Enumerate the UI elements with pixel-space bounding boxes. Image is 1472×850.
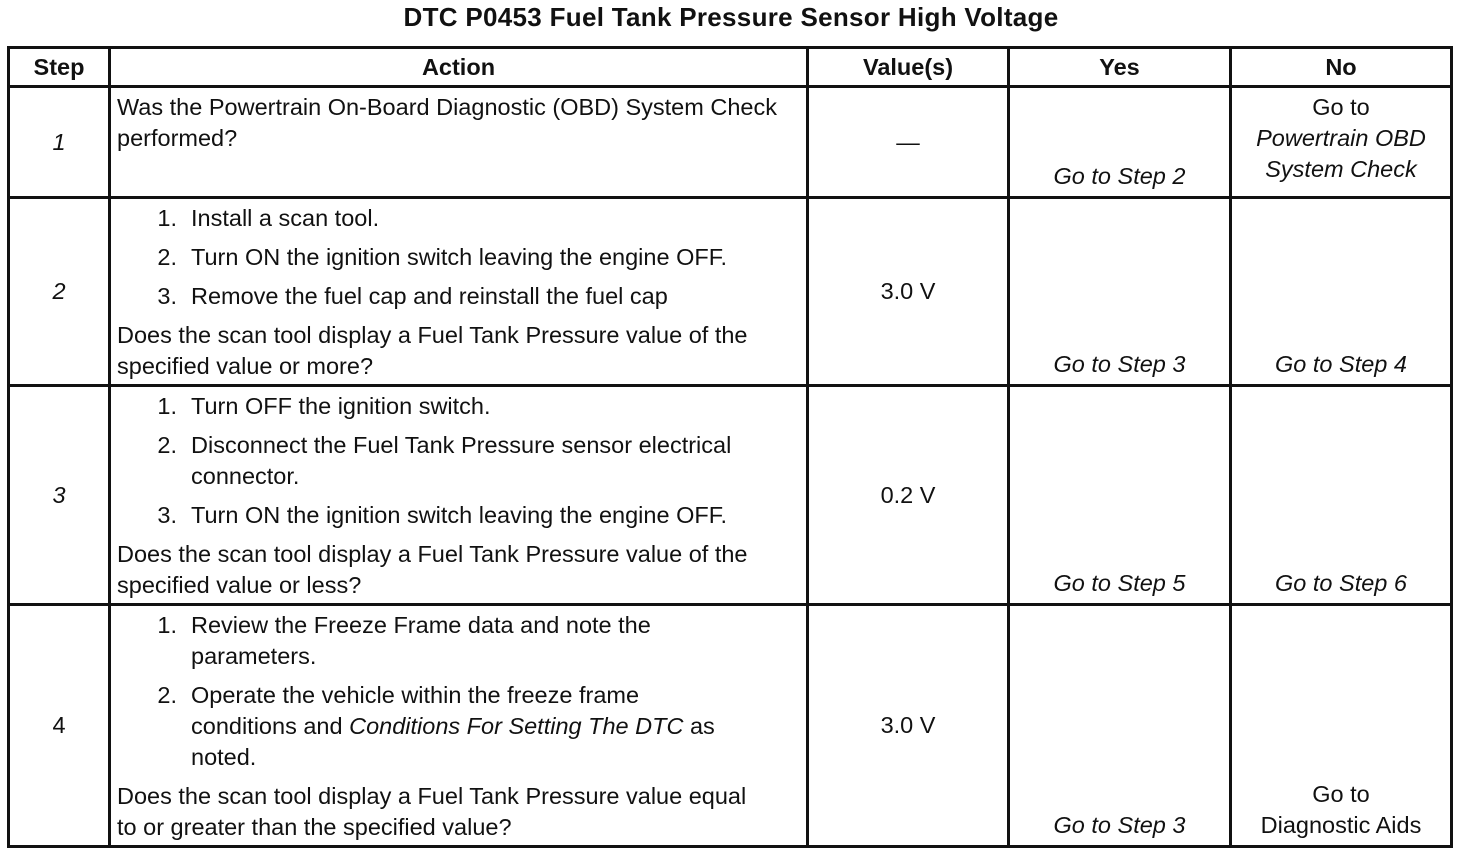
no-link-line2: Diagnostic Aids xyxy=(1260,812,1422,838)
action-question: Was the Powertrain On-Board Diagnostic (OBD) System Check performed? xyxy=(117,94,777,151)
diagnostic-table xyxy=(7,46,1453,848)
table-row xyxy=(9,386,1452,605)
value-cell: 3.0 V xyxy=(808,198,1009,386)
action-cell xyxy=(110,87,808,198)
yes-cell xyxy=(1009,605,1231,847)
action-step: 2. Operate the vehicle within the freeze frame conditions and Conditions For Setting The DTC as noted. xyxy=(157,682,715,770)
header-action: Action xyxy=(110,48,808,87)
yes-link[interactable]: Go to Step 5 xyxy=(1053,570,1186,596)
step-number: 3 xyxy=(9,386,110,605)
step-number: 1 xyxy=(9,87,110,198)
action-question: Does the scan tool display a Fuel Tank Pressure value of the specified value or more? xyxy=(117,322,748,379)
yes-link[interactable]: Go to Step 3 xyxy=(1053,351,1186,377)
yes-link[interactable]: Go to Step 3 xyxy=(1053,812,1186,838)
no-link-line2: Powertrain OBD System Check xyxy=(1256,125,1426,182)
header-row xyxy=(9,48,1452,87)
action-step: 1. Turn OFF the ignition switch. xyxy=(157,393,491,419)
action-step: 1. Install a scan tool. xyxy=(157,205,380,231)
action-cell xyxy=(110,605,808,847)
action-question: Does the scan tool display a Fuel Tank Pressure value of the specified value or less? xyxy=(117,541,748,598)
header-values: Value(s) xyxy=(808,48,1009,87)
action-step: 2. Turn ON the ignition switch leaving the engine OFF. xyxy=(157,244,727,270)
table-row xyxy=(9,87,1452,198)
action-steps xyxy=(117,391,782,531)
header-no: No xyxy=(1231,48,1452,87)
action-steps xyxy=(117,610,782,773)
action-question: Does the scan tool display a Fuel Tank Pressure value equal to or greater than the specified value? xyxy=(117,783,747,840)
action-step: 3. Turn ON the ignition switch leaving the engine OFF. xyxy=(157,502,727,528)
header-step: Step xyxy=(9,48,110,87)
action-steps xyxy=(117,203,782,312)
no-link[interactable] xyxy=(1232,779,1450,841)
table-row xyxy=(9,605,1452,847)
no-cell xyxy=(1231,87,1452,198)
no-link[interactable] xyxy=(1232,92,1450,185)
no-link[interactable]: Go to Step 6 xyxy=(1275,570,1407,596)
action-step: 3. Remove the fuel cap and reinstall the fuel cap xyxy=(157,283,668,309)
no-link-line1: Go to xyxy=(1312,94,1370,120)
no-cell xyxy=(1231,198,1452,386)
action-step: 1. Review the Freeze Frame data and note the parameters. xyxy=(157,612,651,669)
yes-link[interactable]: Go to Step 2 xyxy=(1053,163,1186,189)
table-row xyxy=(9,198,1452,386)
yes-cell xyxy=(1009,87,1231,198)
step-number: 4 xyxy=(9,605,110,847)
no-cell xyxy=(1231,605,1452,847)
value-cell: 0.2 V xyxy=(808,386,1009,605)
page-title: DTC P0453 Fuel Tank Pressure Sensor High Voltage xyxy=(403,2,1059,32)
action-cell xyxy=(110,386,808,605)
no-link[interactable]: Go to Step 4 xyxy=(1275,351,1407,377)
action-step: 2. Disconnect the Fuel Tank Pressure sensor electrical connector. xyxy=(157,432,732,489)
no-cell xyxy=(1231,386,1452,605)
action-cell xyxy=(110,198,808,386)
value-cell: 3.0 V xyxy=(808,605,1009,847)
no-link-line1: Go to xyxy=(1312,781,1370,807)
step-number: 2 xyxy=(9,198,110,386)
yes-cell xyxy=(1009,198,1231,386)
value-cell: — xyxy=(808,87,1009,198)
conditions-reference-link[interactable]: Conditions For Setting The DTC xyxy=(349,713,684,739)
header-yes: Yes xyxy=(1009,48,1231,87)
yes-cell xyxy=(1009,386,1231,605)
